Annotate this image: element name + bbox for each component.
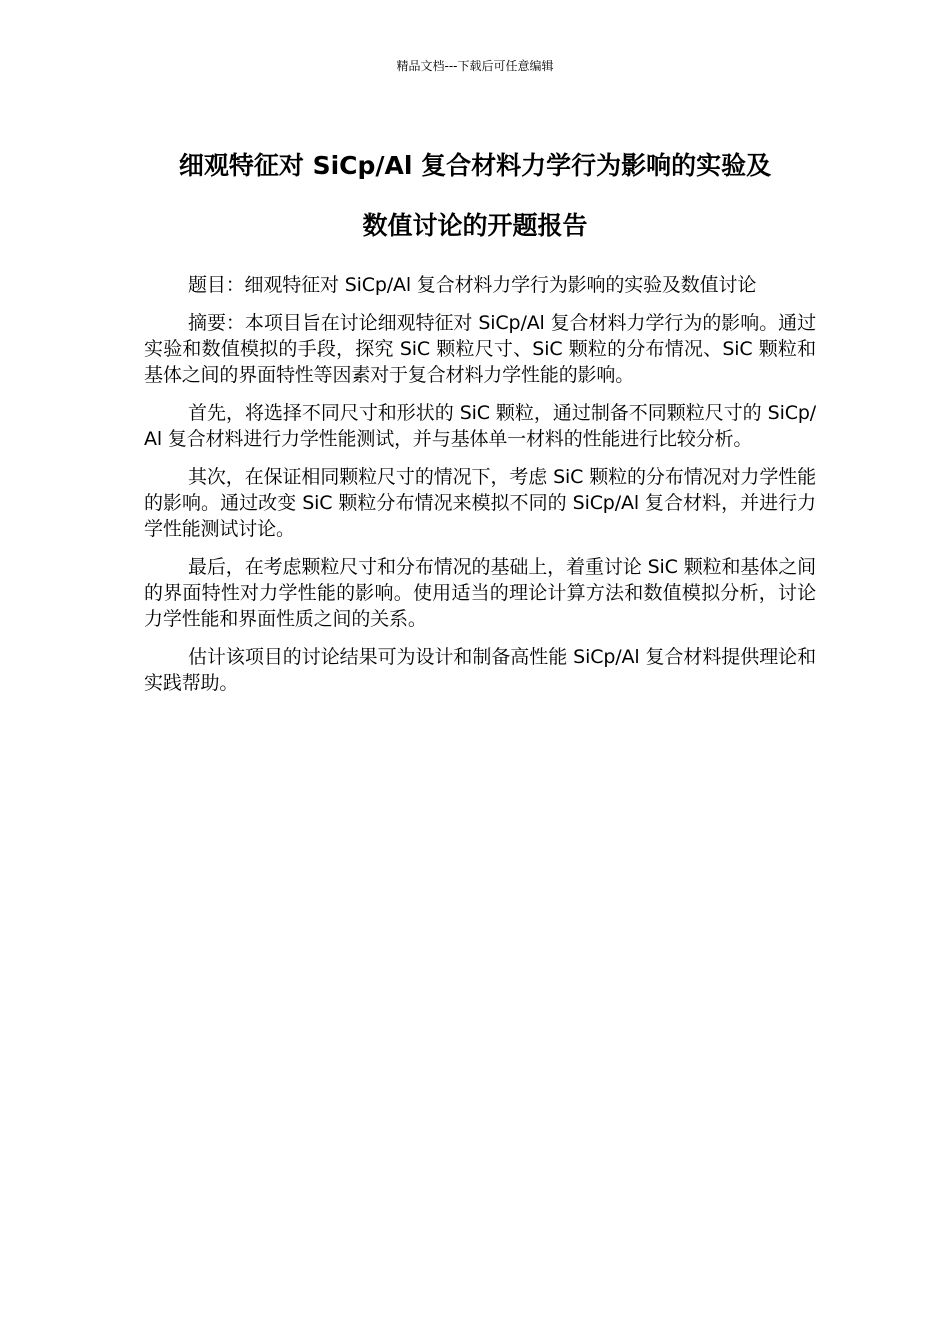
paragraph-outcome: 估计该项目的讨论结果可为设计和制备高性能 SiCp/Al 复合材料提供理论和实践帮助。 [144,646,816,694]
paragraph-topic: 题目：细观特征对 SiCp/Al 复合材料力学行为影响的实验及数值讨论 [188,274,757,296]
document-title [100,136,850,256]
paragraph-second: 其次，在保证相同颗粒尺寸的情况下，考虑 SiC 颗粒的分布情况对力学性能的影响。通过改变 SiC 颗粒分布情况来模拟不同的 SiCp/Al 复合材料，并进行力学性能测试讨论。 [144,466,816,540]
title-line-1: 细观特征对 SiCp/Al 复合材料力学行为影响的实验及 [178,151,772,180]
paragraph-last: 最后，在考虑颗粒尺寸和分布情况的基础上，着重讨论 SiC 颗粒和基体之间的界面特性对力学性能的影响。使用适当的理论计算方法和数值模拟分析，讨论力学性能和界面性质之间的关系。 [144,556,816,630]
paragraph-abstract: 摘要：本项目旨在讨论细观特征对 SiCp/Al 复合材料力学行为的影响。通过实验和数值模拟的手段，探究 SiC 颗粒尺寸、SiC 颗粒的分布情况、SiC 颗粒和基体之间的界面特性等因素对于复合材料力学性能的影响。 [144,312,816,386]
header-note: 精品文档---下载后可任意编辑 [396,59,554,73]
title-line-2: 数值讨论的开题报告 [362,211,588,240]
document-body [144,272,816,708]
paragraph-first: 首先，将选择不同尺寸和形状的 SiC 颗粒，通过制备不同颗粒尺寸的 SiCp/Al 复合材料进行力学性能测试，并与基体单一材料的性能进行比较分析。 [144,402,816,450]
